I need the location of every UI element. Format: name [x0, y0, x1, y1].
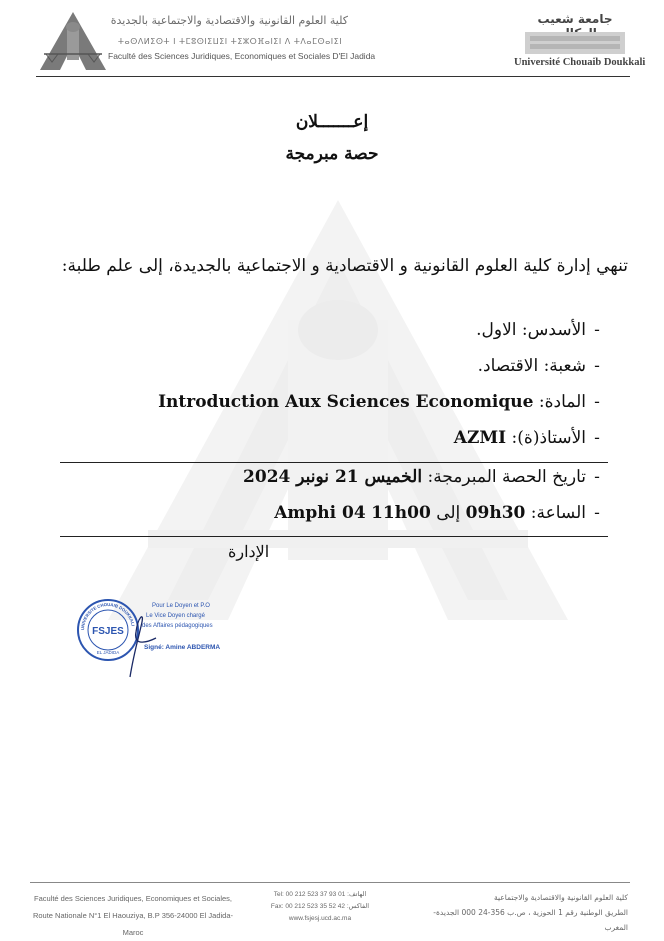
- stamp-line2: Le Vice Doyen chargé: [146, 613, 205, 619]
- stamp-ring-text: UNIVERSITE CHOUAIB DOUKKALI: [79, 601, 136, 631]
- professor-line: -الأستاذ(ة): AZMI: [453, 428, 600, 448]
- time-label: الساعة:: [530, 503, 586, 523]
- subject-label: المادة:: [538, 392, 586, 412]
- time-line: -الساعة: 09h30 إلى 11h00 Amphi 04: [274, 503, 600, 523]
- header-divider: [36, 76, 630, 77]
- stamp-line1: Pour Le Doyen et P.O: [152, 603, 210, 609]
- section-divider-bottom: [60, 536, 608, 537]
- university-logo: [520, 30, 630, 56]
- footer-route-french: Route Nationale N°1 El Haouziya, B.P 356-24000 El Jadida-Maroc: [32, 911, 234, 937]
- footer-route-arabic: الطريق الوطنية رقم 1 الحوزية ، ص.ب 356-24 000 الجديدة-المغرب: [433, 908, 628, 932]
- semester-line: -الأسدس: الاول.: [476, 320, 600, 340]
- branch-line: -شعبة: الاقتصاد.: [477, 356, 600, 376]
- faculty-logo: [38, 10, 108, 72]
- faculty-name-french: Faculté des Sciences Juridiques, Economiques et Sociales D'El Jadida: [108, 51, 376, 61]
- subject-value: Introduction Aux Sciences Economique: [158, 392, 534, 412]
- university-name-arabic: جامعة شعيب: [537, 12, 613, 26]
- date-label: تاريخ الحصة المبرمجة:: [427, 467, 586, 487]
- footer-address-french: [28, 890, 238, 941]
- administration-signature: الإدارة: [228, 542, 270, 561]
- branch-text: شعبة: الاقتصاد.: [477, 356, 586, 376]
- professor-label: الأستاذ(ة):: [511, 428, 586, 448]
- official-stamp: [70, 592, 250, 682]
- time-to-word: إلى: [436, 503, 461, 523]
- stamp-line3: des Affaires pédagogiques: [142, 623, 213, 629]
- footer-contacts: [270, 889, 370, 925]
- footer-tel: Tel: 00 212 523 37 93 01 :الهاتف: [273, 891, 367, 898]
- time-to: 11h00: [371, 503, 431, 523]
- footer-divider: [30, 882, 630, 883]
- semester-text: الأسدس: الاول.: [476, 320, 586, 340]
- date-value: الخميس 21 نونبر 2024: [243, 467, 423, 487]
- section-divider-top: [60, 462, 608, 463]
- announcement-subtitle: حصة مبرمجة: [285, 144, 379, 164]
- footer-faculty-french: Faculté des Sciences Juridiques, Economiques et Sociales,: [33, 894, 233, 903]
- stamp-signed: Signé: Amine ABDERMA: [144, 644, 221, 651]
- faculty-name-arabic: كلية العلوم القانونية والاقتصادية والاجتماعية بالجديدة: [110, 14, 348, 27]
- stamp-center: FSJES: [92, 626, 124, 637]
- faculty-name-tifinagh: ⵜⴰⵙⴷⵍⵉⵙⵜ ⵏ ⵜⵎⵓⵙⵏⵉⵡⵉⵏ ⵜⵉⵣⵔⴼⴰⵏⵉⵏ ⴷ ⵜⴷⴰⵎⵙⴰⵏⵉⵏ: [117, 37, 343, 46]
- professor-value: AZMI: [453, 428, 507, 448]
- date-line: -تاريخ الحصة المبرمجة: الخميس 21 نونبر 2024: [243, 467, 600, 487]
- footer-website: www.fsjesj.ucd.ac.ma: [288, 915, 352, 922]
- time-from: 09h30: [465, 503, 526, 523]
- subject-line: -المادة: Introduction Aux Sciences Economique: [158, 392, 600, 412]
- footer-address-arabic: [410, 890, 628, 935]
- university-name-french: Université Chouaib Doukkali: [514, 57, 646, 68]
- footer-faculty-arabic: كلية العلوم القانونية والاقتصادية والاجتماعية: [494, 893, 628, 902]
- intro-paragraph: تنهي إدارة كلية العلوم القانونية و الاقتصادية و الاجتماعية بالجديدة، إلى علم طلبة:: [61, 256, 628, 276]
- room-value: Amphi 04: [274, 503, 366, 523]
- footer-fax: Fax: 00 212 523 35 52 42 :الفاكس: [270, 903, 370, 910]
- stamp-city: EL JADIDA: [96, 650, 120, 655]
- announcement-title: إعـــــــلان: [295, 112, 369, 132]
